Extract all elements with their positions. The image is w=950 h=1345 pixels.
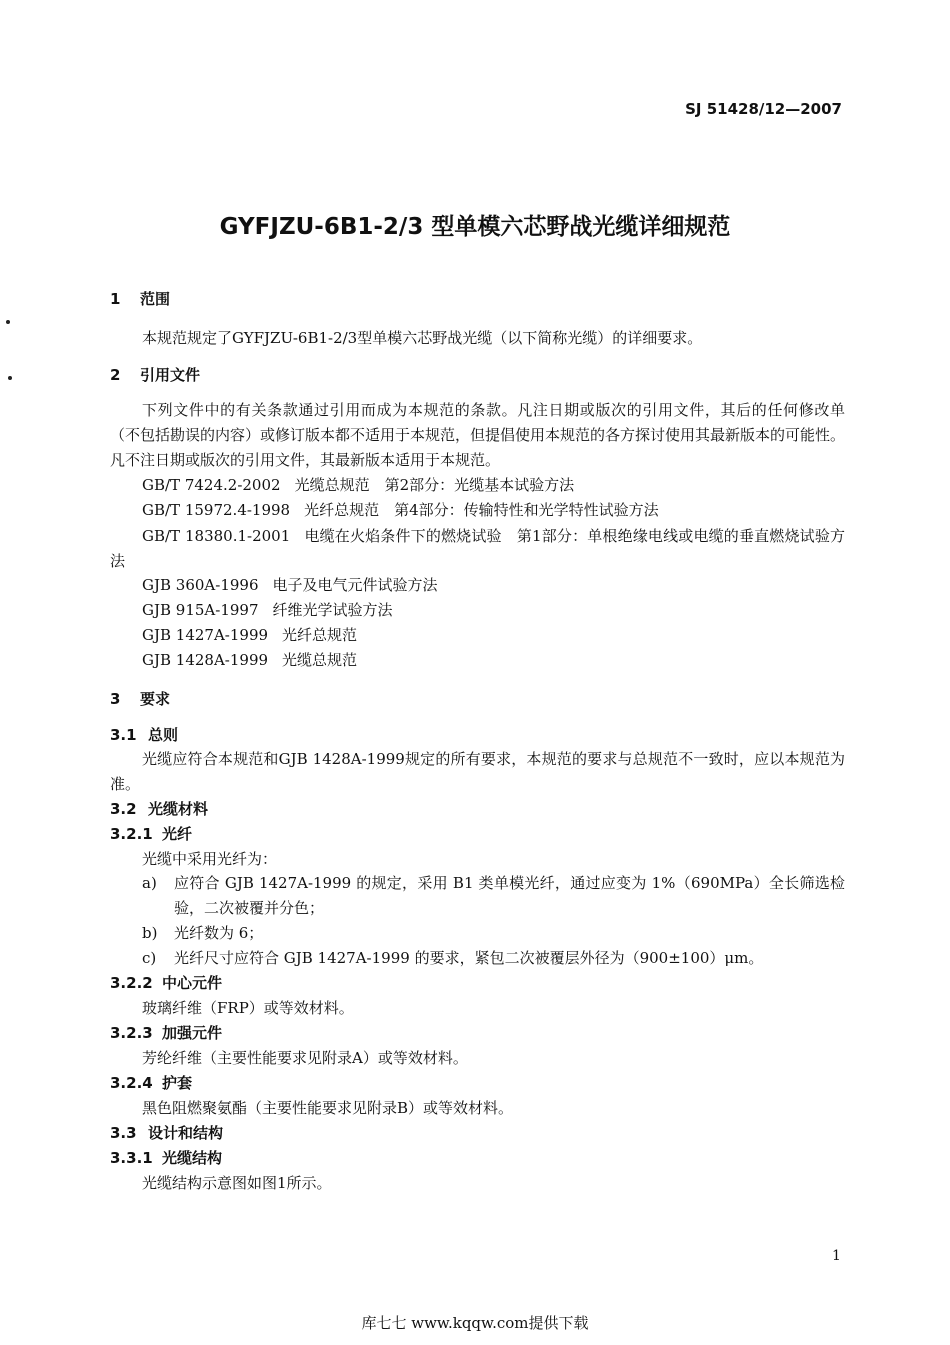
scan-mark xyxy=(8,376,12,380)
list-text: 应符合 GJB 1427A-1999 的规定，采用 B1 类单模光纤，通过应变为 1%（690MPa）全长筛选检验，二次被覆并分色； xyxy=(174,874,845,917)
section-number: 3.1 xyxy=(110,726,137,744)
download-footer: 库七七 www.kqqw.com提供下载 xyxy=(361,1314,589,1332)
subsection-3-2-1-heading xyxy=(110,823,192,844)
document-title: GYFJZU-6B1-2/3 型单模六芯野战光缆详细规范 xyxy=(219,214,731,240)
reference-title: 光纤总规范 xyxy=(282,626,358,644)
reference-code: GJB 915A-1997 xyxy=(142,601,259,619)
list-item xyxy=(142,921,845,946)
section-number: 3.2.1 xyxy=(110,825,153,843)
subsection-3-3-1-text: 光缆结构示意图如图1所示。 xyxy=(142,1174,332,1192)
page-number: 1 xyxy=(832,1248,841,1264)
reference-title: 光缆总规范 xyxy=(282,651,358,669)
list-marker: c) xyxy=(142,949,157,967)
list-item xyxy=(142,871,845,921)
section-1-text: 本规范规定了GYFJZU-6B1-2/3型单模六芯野战光缆（以下简称光缆）的详细要求。 xyxy=(142,329,703,347)
section-number: 3.2.2 xyxy=(110,974,153,992)
reference-item xyxy=(110,524,845,574)
section-number: 2 xyxy=(110,366,121,384)
section-title: 加强元件 xyxy=(162,1024,223,1042)
section-3-heading xyxy=(110,688,170,709)
reference-title: 光纤总规范 第4部分：传输特性和光学特性试验方法 xyxy=(304,501,659,519)
section-2-intro: 下列文件中的有关条款通过引用而成为本规范的条款。凡注日期或版次的引用文件，其后的任何修改单（不包括勘误的内容）或修订版本都不适用于本规范，但提倡使用本规范的各方探讨使用其最新版本的可能性。凡不注日期或版次的引用文件，其最新版本适用于本规范。 xyxy=(110,401,846,469)
section-2-heading xyxy=(110,364,200,385)
section-1-heading xyxy=(110,288,170,309)
section-number: 3.3 xyxy=(110,1124,137,1142)
reference-code: GJB 360A-1996 xyxy=(142,576,259,594)
reference-item xyxy=(142,499,659,520)
reference-code: GJB 1427A-1999 xyxy=(142,626,269,644)
section-title: 设计和结构 xyxy=(148,1124,224,1142)
section-title: 光缆结构 xyxy=(162,1149,223,1167)
subsection-3-3-1-heading xyxy=(110,1147,222,1168)
reference-item xyxy=(142,649,357,670)
subsection-3-2-2-heading xyxy=(110,972,222,993)
section-title: 总则 xyxy=(148,726,179,744)
subsection-3-2-3-heading xyxy=(110,1022,222,1043)
reference-title: 电缆在火焰条件下的燃烧试验 第1部分：单根绝缘电线或电缆的垂直燃烧试验方法 xyxy=(110,527,845,570)
list-item xyxy=(142,946,845,971)
section-title: 范围 xyxy=(140,290,171,308)
section-title: 引用文件 xyxy=(140,366,201,384)
reference-code: GB/T 18380.1-2001 xyxy=(142,527,291,545)
reference-item xyxy=(142,624,357,645)
subsection-3-1-heading xyxy=(110,724,178,745)
subsection-3-1-text: 光缆应符合本规范和GJB 1428A-1999规定的所有要求，本规范的要求与总规范不一致时，应以本规范为准。 xyxy=(110,750,845,793)
subsection-3-2-4-text: 黑色阻燃聚氨酯（主要性能要求见附录B）或等效材料。 xyxy=(142,1099,514,1117)
section-title: 护套 xyxy=(162,1074,193,1092)
section-title: 中心元件 xyxy=(162,974,223,992)
list-text: 光纤尺寸应符合 GJB 1427A-1999 的要求，紧包二次被覆层外径为（900±100）μm。 xyxy=(174,949,764,967)
standard-code: SJ 51428/12—2007 xyxy=(685,100,842,118)
section-number: 3 xyxy=(110,690,121,708)
reference-code: GJB 1428A-1999 xyxy=(142,651,269,669)
reference-item xyxy=(142,574,438,595)
reference-title: 光缆总规范 第2部分：光缆基本试验方法 xyxy=(294,476,575,494)
subsection-3-2-heading xyxy=(110,798,208,819)
subsection-3-2-1-intro: 光缆中采用光纤为： xyxy=(142,850,278,868)
subsection-3-2-4-heading xyxy=(110,1072,192,1093)
section-number: 3.2.3 xyxy=(110,1024,153,1042)
list-marker: a) xyxy=(142,874,157,892)
scan-mark xyxy=(6,320,10,324)
reference-code: GB/T 15972.4-1998 xyxy=(142,501,291,519)
reference-code: GB/T 7424.2-2002 xyxy=(142,476,281,494)
reference-item xyxy=(142,599,393,620)
section-title: 光缆材料 xyxy=(148,800,209,818)
subsection-3-3-heading xyxy=(110,1122,223,1143)
reference-item xyxy=(142,474,574,495)
reference-title: 电子及电气元件试验方法 xyxy=(272,576,438,594)
list-text: 光纤数为 6； xyxy=(174,924,264,942)
list-marker: b) xyxy=(142,924,158,942)
section-title: 光纤 xyxy=(162,825,193,843)
section-number: 3.3.1 xyxy=(110,1149,153,1167)
subsection-3-2-3-text: 芳纶纤维（主要性能要求见附录A）或等效材料。 xyxy=(142,1049,468,1067)
section-title: 要求 xyxy=(140,690,171,708)
section-number: 3.2.4 xyxy=(110,1074,153,1092)
section-number: 3.2 xyxy=(110,800,137,818)
section-number: 1 xyxy=(110,290,121,308)
subsection-3-2-2-text: 玻璃纤维（FRP）或等效材料。 xyxy=(142,999,354,1017)
reference-title: 纤维光学试验方法 xyxy=(272,601,393,619)
